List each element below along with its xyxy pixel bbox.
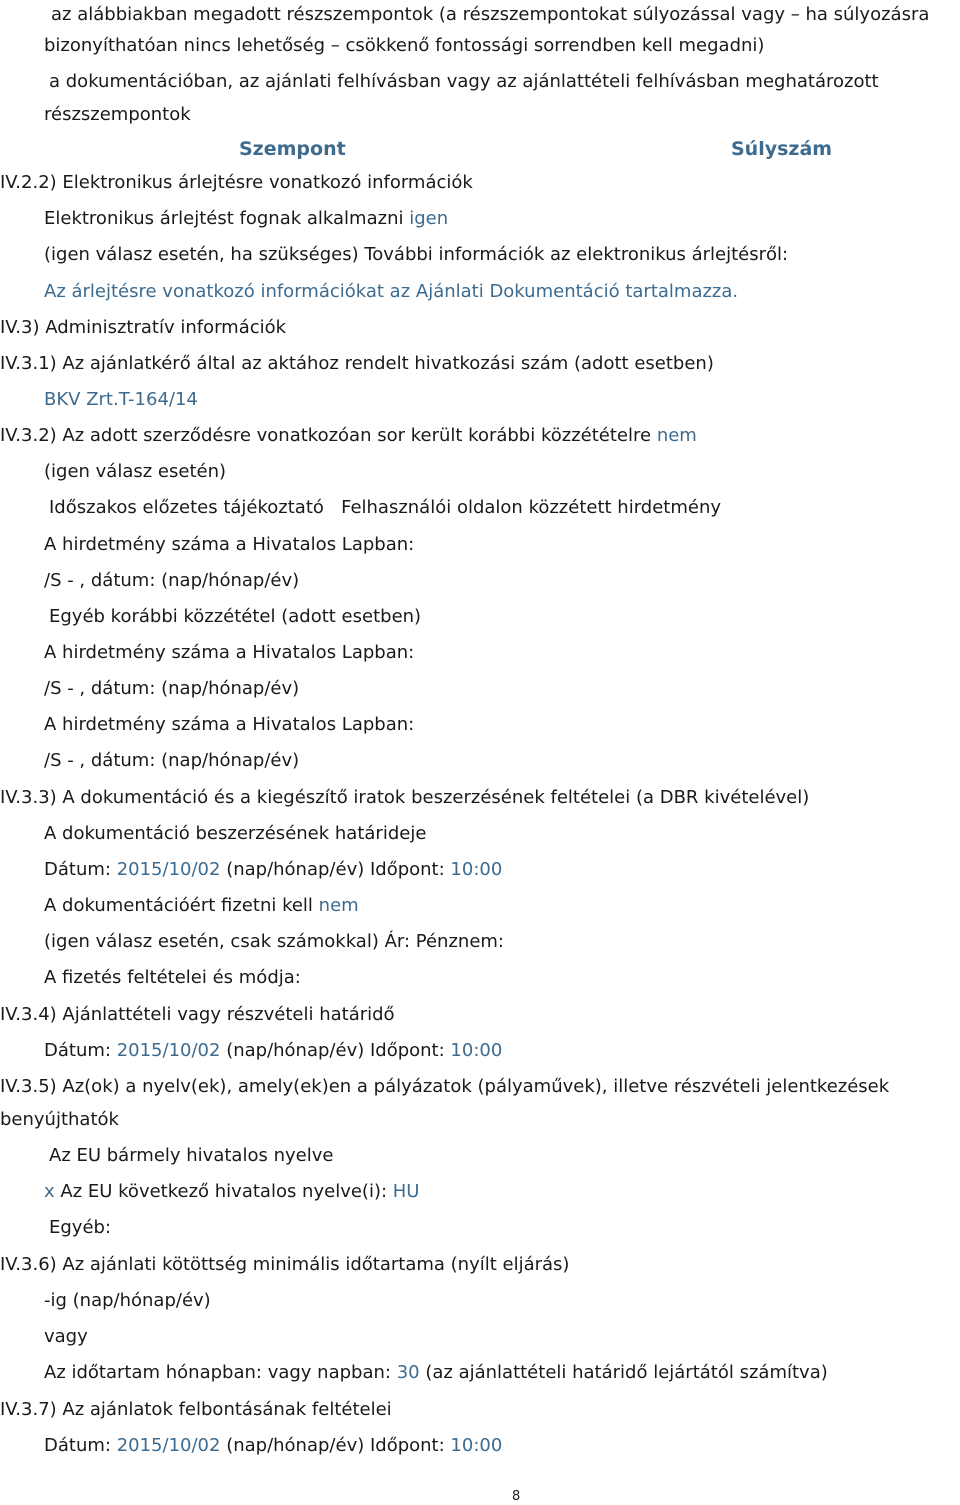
section-iv35-title-line-2: benyújthatók [0,1109,119,1130]
any-eu-language: Az EU bármely hivatalos nyelve [49,1145,334,1166]
payment-label: A dokumentációért fizetni kell [44,895,313,916]
eauction-used-label: Elektronikus árlejtést fognak alkalmazni [44,208,404,229]
time-value: 10:00 [450,1435,503,1456]
criteria-line-2: bizonyíthatóan nincs lehetőség – csökkenő fontossági sorrendben kell megadni) [44,35,765,56]
reference-number: BKV Zrt.T-164/14 [44,389,198,410]
duration-value: 30 [396,1362,420,1383]
following-languages-value: HU [392,1181,420,1202]
duration-label: Az időtartam hónapban: vagy napban: [44,1362,391,1383]
price-label: (igen válasz esetén, csak számokkal) Ár: Pénznem: [44,931,504,952]
notice-date-3: /S - , dátum: (nap/hónap/év) [44,750,300,771]
notice-number-2: A hirdetmény száma a Hivatalos Lapban: [44,642,415,663]
prior-publication-value: nem [656,425,697,446]
section-iv35-title-line-1: IV.3.5) Az(ok) a nyelv(ek), amely(ek)en a pályázatok (pályaművek), illetve részvételi jelentkezések [0,1076,890,1097]
criteria-line-3: a dokumentációban, az ajánlati felhívásban vagy az ajánlattételi felhívásban meghatározott [49,71,879,92]
date-value: 2015/10/02 [116,1435,221,1456]
section-iv32-title [0,427,697,445]
binding-duration-row [44,1364,828,1382]
doc-payment-row [44,897,359,915]
following-languages-label: Az EU következő hivatalos nyelve(i): [60,1181,388,1202]
payment-terms-label: A fizetés feltételei és módja: [44,967,301,988]
tender-deadline-row [44,1042,502,1060]
criterion-column-header: Szempont [239,138,346,160]
checkbox-mark: x [44,1181,55,1202]
other-prior-publication: Egyéb korábbi közzététel (adott esetben) [49,606,422,627]
time-value: 10:00 [450,1040,503,1061]
doc-deadline-row [44,861,502,879]
date-format-label: (nap/hónap/év) Időpont: [226,859,445,880]
notice-date-1: /S - , dátum: (nap/hónap/év) [44,570,300,591]
notice-number-1: A hirdetmény száma a Hivatalos Lapban: [44,534,415,555]
date-label: Dátum: [44,1040,111,1061]
section-iv31-title: IV.3.1) Az ajánlatkérő által az aktához rendelt hivatkozási szám (adott esetben) [0,353,714,374]
date-format-label: (nap/hónap/év) Időpont: [226,1040,445,1061]
section-iv37-title: IV.3.7) Az ajánlatok felbontásának feltételei [0,1399,392,1420]
pin-line: Időszakos előzetes tájékoztató Felhasználói oldalon közzétett hirdetmény [49,497,722,518]
section-iv33-title: IV.3.3) A dokumentáció és a kiegészítő iratok beszerzésének feltételei (a DBR kivételével) [0,787,810,808]
payment-value: nem [318,895,359,916]
doc-deadline-label: A dokumentáció beszerzésének határideje [44,823,427,844]
or-label: vagy [44,1326,88,1347]
page-number: 8 [512,1489,521,1504]
date-format-label: (nap/hónap/év) Időpont: [226,1435,445,1456]
date-label: Dátum: [44,859,111,880]
date-label: Dátum: [44,1435,111,1456]
if-yes-label: (igen válasz esetén) [44,461,227,482]
criteria-line-4: részszempontok [44,104,191,125]
section-iv22-title: IV.2.2) Elektronikus árlejtésre vonatkozó információk [0,172,473,193]
criteria-line-1: az alábbiakban megadott részszempontok (a részszempontokat súlyozással vagy – ha súlyozásra [51,4,930,25]
section-iv36-title: IV.3.6) Az ajánlati kötöttség minimális időtartama (nyílt eljárás) [0,1254,570,1275]
notice-date-2: /S - , dátum: (nap/hónap/év) [44,678,300,699]
eauction-used-value: igen [409,208,449,229]
other-language-label: Egyéb: [49,1217,112,1238]
section-iv3-title: IV.3) Adminisztratív információk [0,317,287,338]
following-languages-row [44,1183,419,1201]
time-value: 10:00 [450,859,503,880]
eauction-used-row [44,210,448,228]
weight-column-header: Súlyszám [731,138,833,160]
notice-number-3: A hirdetmény száma a Hivatalos Lapban: [44,714,415,735]
date-value: 2015/10/02 [116,1040,221,1061]
eauction-more-label: (igen válasz esetén, ha szükséges) További információk az elektronikus árlejtésről: [44,244,789,265]
binding-until: -ig (nap/hónap/év) [44,1290,211,1311]
prior-publication-label: IV.3.2) Az adott szerződésre vonatkozóan sor került korábbi közzétételre [0,425,652,446]
opening-date-row [44,1437,502,1455]
duration-suffix: (az ajánlattételi határidő lejártától számítva) [425,1362,828,1383]
section-iv34-title: IV.3.4) Ajánlattételi vagy részvételi határidő [0,1004,395,1025]
eauction-more-value: Az árlejtésre vonatkozó információkat az Ajánlati Dokumentáció tartalmazza. [44,281,739,302]
date-value: 2015/10/02 [116,859,221,880]
